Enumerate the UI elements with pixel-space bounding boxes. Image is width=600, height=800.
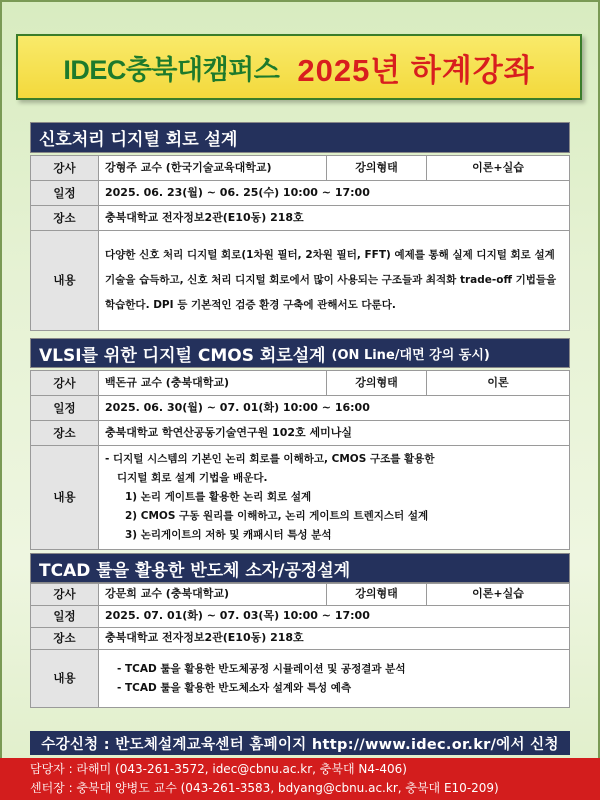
schedule-label: 일정 [31, 181, 99, 206]
course-1-info-table [30, 155, 570, 331]
signup-text: 수강신청 : 반도체설계교육센터 홈페이지 http://www.idec.or.kr/에서 신청 [41, 736, 559, 753]
content-label: 내용 [31, 650, 99, 708]
course-2-info-table [30, 370, 570, 550]
course-2-subtitle: (ON Line/대면 강의 동시) [331, 347, 490, 363]
course-3-info-table [30, 583, 570, 708]
course-2-instructor: 백돈규 교수 (충북대학교) [99, 371, 327, 396]
course-2-format: 이론 [427, 371, 570, 396]
list-item: - TCAD 툴을 활용한 반도체공정 시뮬레이션 및 공정결과 분석 [117, 662, 406, 675]
course-2-content [105, 446, 563, 549]
list-item: - TCAD 툴을 활용한 반도체소자 설계와 특성 예측 [117, 681, 352, 694]
instructor-label: 강사 [31, 371, 99, 396]
format-label: 강의형태 [327, 156, 427, 181]
instructor-label: 강사 [31, 156, 99, 181]
format-label: 강의형태 [327, 371, 427, 396]
course-2-title-bar [30, 338, 570, 368]
table-row [31, 628, 570, 650]
course-2-title: VLSI를 위한 디지털 CMOS 회로설계 [39, 345, 326, 366]
table-row [31, 156, 570, 181]
table-row [31, 650, 570, 708]
banner-course-season: 2025년 하계강좌 [297, 52, 535, 88]
banner-campus-name: IDEC충북대캠퍼스 [63, 54, 280, 85]
content-label: 내용 [31, 446, 99, 550]
course-1-title: 신호처리 디지털 회로 설계 [39, 130, 238, 150]
course-2-content-intro-2: 디지털 회로 설계 기법을 배운다. [117, 472, 268, 484]
list-item: 3) 논리게이트의 저하 및 캐패시터 특성 분석 [125, 529, 332, 541]
location-label: 장소 [31, 206, 99, 231]
course-3-schedule: 2025. 07. 01(화) ~ 07. 03(목) 10:00 ~ 17:00 [99, 606, 570, 628]
signup-banner [30, 731, 570, 755]
table-row [31, 606, 570, 628]
content-label: 내용 [31, 231, 99, 331]
contact-manager: 담당자 : 라해미 (043-261-3572, idec@cbnu.ac.kr, 충북대 N4-406) [30, 762, 407, 776]
course-3-location: 충북대학교 전자정보2관(E10동) 218호 [99, 628, 570, 650]
course-1-format: 이론+실습 [427, 156, 570, 181]
schedule-label: 일정 [31, 396, 99, 421]
table-row [31, 181, 570, 206]
list-item: 2) CMOS 구동 원리를 이해하고, 논리 게이트의 트렌지스터 설계 [125, 510, 429, 522]
location-label: 장소 [31, 421, 99, 446]
course-3-title: TCAD 툴을 활용한 반도체 소자/공정설계 [39, 560, 351, 581]
course-3-instructor: 강문희 교수 (충북대학교) [99, 584, 327, 606]
table-row [31, 231, 570, 331]
course-3-title-bar [30, 553, 570, 583]
instructor-label: 강사 [31, 584, 99, 606]
location-label: 장소 [31, 628, 99, 650]
table-row [31, 446, 570, 550]
course-1-title-bar [30, 122, 570, 153]
course-3-content [105, 656, 563, 702]
list-item: 1) 논리 게이트를 활용한 논리 회로 설계 [125, 491, 312, 503]
course-2-location: 충북대학교 학연산공동기술연구원 102호 세미나실 [99, 421, 570, 446]
course-2-content-intro-1: - 디지털 시스템의 기본인 논리 회로를 이해하고, CMOS 구조를 활용한 [105, 453, 435, 465]
contact-bar [0, 758, 600, 800]
title-banner [16, 34, 582, 100]
course-1-location: 충북대학교 전자정보2관(E10동) 218호 [99, 206, 570, 231]
schedule-label: 일정 [31, 606, 99, 628]
contact-director: 센터장 : 충북대 양병도 교수 (043-261-3583, bdyang@cbnu.ac.kr, 충북대 E10-209) [30, 781, 499, 795]
course-1-schedule: 2025. 06. 23(월) ~ 06. 25(수) 10:00 ~ 17:00 [99, 181, 570, 206]
table-row [31, 371, 570, 396]
course-2-schedule: 2025. 06. 30(월) ~ 07. 01(화) 10:00 ~ 16:00 [99, 396, 570, 421]
table-row [31, 421, 570, 446]
format-label: 강의형태 [327, 584, 427, 606]
course-1-content: 다양한 신호 처리 디지털 회로(1차원 필터, 2차원 필터, FFT) 예제를 통해 실제 디지털 회로 설계 기술을 습득하고, 신호 처리 디지털 회로에서 많이 사용되는 구조들과 최적화 trade-off 기법들을 학습한다. DPI 등 기본적인 검증 환경 구축에 관해서도 다룬다. [105, 249, 557, 311]
table-row [31, 206, 570, 231]
table-row [31, 396, 570, 421]
course-3-format: 이론+실습 [427, 584, 570, 606]
table-row [31, 584, 570, 606]
course-1-instructor: 강형주 교수 (한국기술교육대학교) [99, 156, 327, 181]
